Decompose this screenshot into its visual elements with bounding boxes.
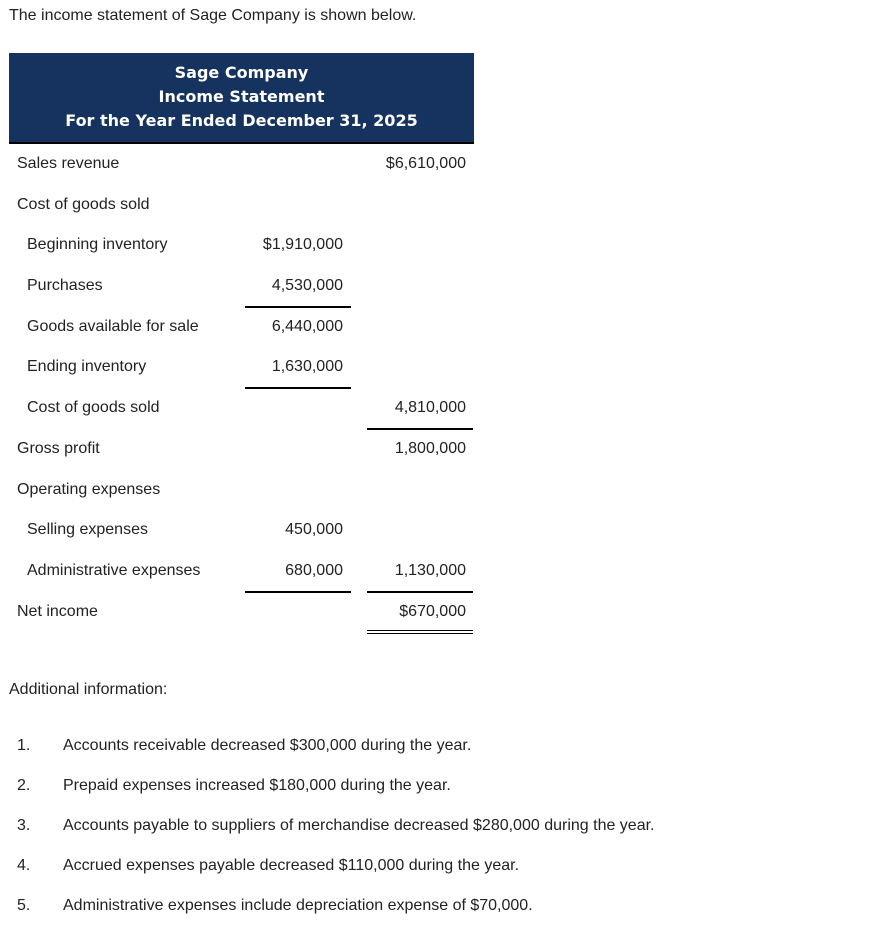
- list-item-text: Accounts receivable decreased $300,000 during the year.: [63, 737, 472, 754]
- row-amount-inner: 4,530,000: [271, 277, 343, 295]
- list-item-text: Accounts payable to suppliers of merchandise decreased $280,000 during the year.: [63, 817, 655, 834]
- list-item-number: 4.: [17, 857, 31, 874]
- table-row: [9, 266, 474, 307]
- list-item-number: 1.: [17, 737, 31, 754]
- list-item: [0, 846, 896, 886]
- list-item-text: Accrued expenses payable decreased $110,000 during the year.: [63, 857, 520, 874]
- table-row: [9, 185, 474, 226]
- table-row: [9, 551, 474, 592]
- row-amount-outer: $6,610,000: [385, 155, 466, 172]
- row-label: Purchases: [27, 277, 103, 295]
- row-amount-outer: $670,000: [399, 602, 466, 620]
- row-label: Cost of goods sold: [17, 195, 150, 213]
- table-row: [9, 592, 474, 633]
- row-label: Cost of goods sold: [27, 399, 160, 417]
- list-item: [0, 766, 896, 806]
- list-item: [0, 726, 896, 766]
- additional-info-list: [0, 726, 896, 926]
- double-underline-rule: [367, 630, 473, 634]
- statement-header: [9, 53, 474, 144]
- table-row: [9, 144, 474, 185]
- intro-text: The income statement of Sage Company is shown below.: [9, 7, 417, 24]
- row-label: Gross profit: [17, 439, 100, 457]
- row-amount-outer: 1,130,000: [394, 561, 466, 579]
- row-label: Ending inventory: [27, 358, 147, 376]
- list-item: [0, 806, 896, 846]
- list-item: [0, 886, 896, 926]
- list-item-text: Prepaid expenses increased $180,000 during the year.: [63, 777, 451, 794]
- list-item-number: 3.: [17, 817, 31, 834]
- statement-body: [9, 144, 474, 632]
- table-row: [9, 470, 474, 511]
- row-label: Goods available for sale: [27, 317, 199, 335]
- row-label: Beginning inventory: [27, 236, 168, 254]
- row-label: Selling expenses: [27, 521, 148, 539]
- statement-period: For the Year Ended December 31, 2025: [65, 111, 418, 130]
- row-amount-inner: 6,440,000: [271, 317, 343, 335]
- list-item-text: Administrative expenses include depreciation expense of $70,000.: [63, 897, 533, 914]
- row-label: Operating expenses: [17, 480, 161, 498]
- row-amount-inner: 680,000: [285, 561, 343, 579]
- row-label: Sales revenue: [17, 155, 120, 172]
- table-row: [9, 388, 474, 429]
- table-row: [9, 347, 474, 388]
- statement-title: Income Statement: [158, 87, 325, 106]
- row-label: Administrative expenses: [27, 561, 201, 579]
- income-statement: [9, 53, 474, 632]
- additional-info-heading: Additional information:: [9, 681, 168, 698]
- table-row: [9, 510, 474, 551]
- table-row: [9, 307, 474, 348]
- row-amount-inner: 450,000: [285, 521, 343, 539]
- table-row: [9, 225, 474, 266]
- row-label: Net income: [17, 602, 98, 620]
- table-row: [9, 429, 474, 470]
- row-amount-inner: $1,910,000: [262, 236, 343, 254]
- list-item-number: 2.: [17, 777, 31, 794]
- company-name: Sage Company: [174, 63, 309, 82]
- list-item-number: 5.: [17, 897, 31, 914]
- row-amount-outer: 4,810,000: [394, 399, 466, 417]
- row-amount-outer: 1,800,000: [394, 439, 466, 457]
- row-amount-inner: 1,630,000: [271, 358, 343, 376]
